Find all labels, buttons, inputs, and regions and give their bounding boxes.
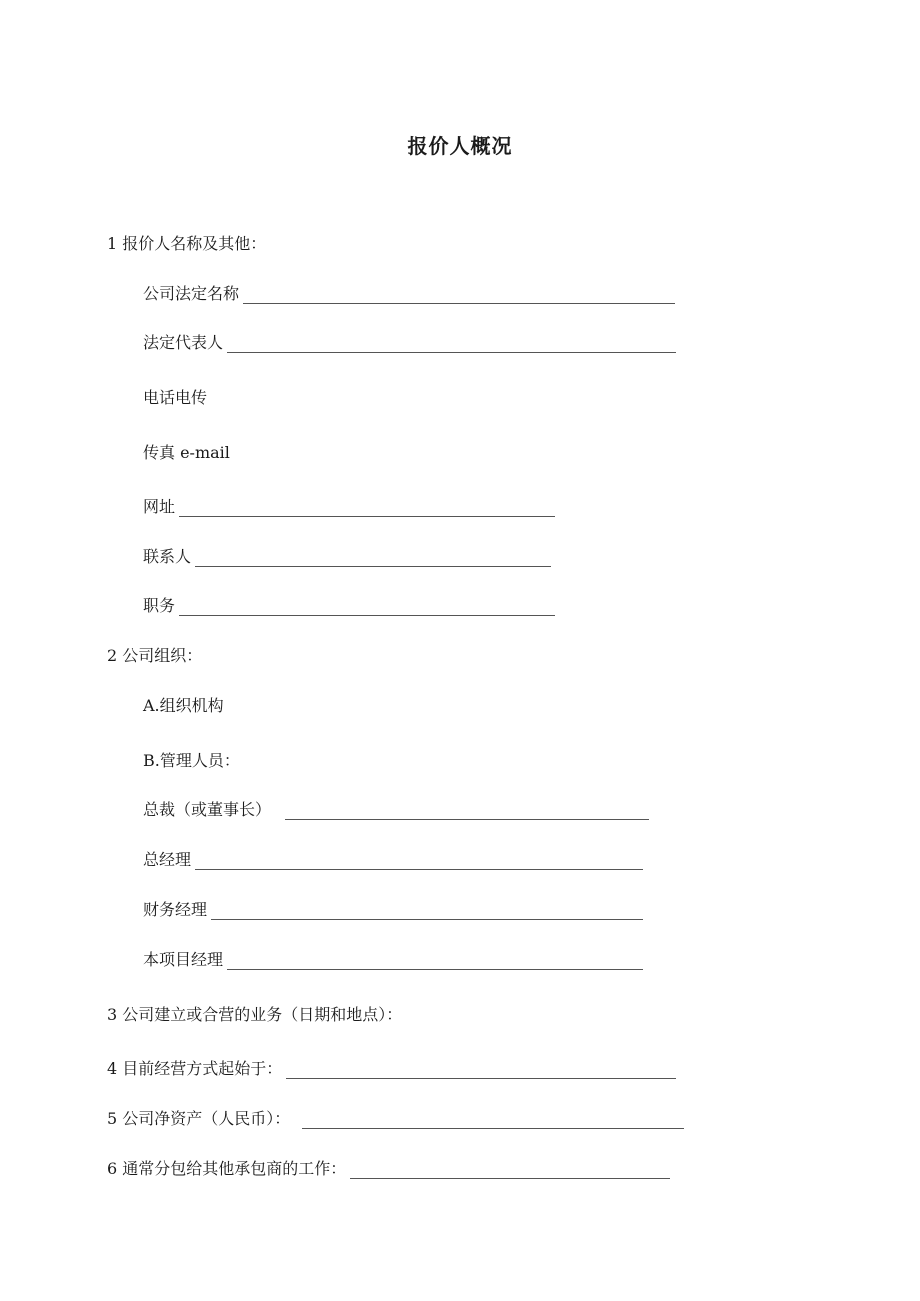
project-manager-row [143, 950, 643, 970]
contact-label: 联系人 [143, 547, 192, 566]
section-5-row [107, 1109, 684, 1129]
management-row [143, 751, 240, 771]
phone-telex-label: 电话电传 [143, 388, 208, 407]
section-6-heading-text: 6 通常分包给其他承包商的工作： [107, 1159, 347, 1178]
president-field[interactable] [285, 805, 649, 820]
position-label: 职务 [143, 596, 176, 615]
president-row [143, 800, 649, 820]
section-4-row [107, 1059, 676, 1079]
general-manager-row [143, 850, 643, 870]
fax-email-label: 传真 e-mail [143, 443, 230, 462]
company-name-field[interactable] [243, 289, 675, 304]
general-manager-label: 总经理 [143, 850, 192, 869]
contact-field[interactable] [195, 552, 551, 567]
section-1-heading [107, 234, 266, 254]
management-label: B.管理人员： [143, 751, 240, 770]
website-row [143, 497, 555, 517]
position-field[interactable] [179, 601, 555, 616]
org-structure-label: A.组织机构 [143, 696, 224, 715]
page-title: 报价人概况 [407, 134, 513, 158]
org-structure-row [143, 696, 224, 716]
section-4-field[interactable] [286, 1064, 676, 1079]
position-row [143, 596, 555, 616]
legal-rep-field[interactable] [227, 338, 676, 353]
company-name-label: 公司法定名称 [143, 284, 240, 303]
section-6-row [107, 1159, 670, 1179]
phone-telex-row [143, 388, 207, 408]
section-5-field[interactable] [302, 1114, 684, 1129]
company-name-row [143, 284, 675, 304]
section-1-heading-text: 1 报价人名称及其他： [107, 234, 267, 253]
section-4-heading-text: 4 目前经营方式起始于： [107, 1059, 283, 1078]
website-field[interactable] [179, 502, 555, 517]
legal-rep-row [143, 333, 676, 353]
section-2-heading [107, 646, 202, 666]
section-3-row [107, 1005, 402, 1025]
contact-row [143, 547, 551, 567]
legal-rep-label: 法定代表人 [143, 333, 224, 352]
section-2-heading-text: 2 公司组织： [107, 646, 203, 665]
finance-manager-field[interactable] [211, 905, 643, 920]
project-manager-field[interactable] [227, 955, 643, 970]
finance-manager-label: 财务经理 [143, 900, 208, 919]
section-3-heading-text: 3 公司建立或合营的业务（日期和地点）： [107, 1005, 403, 1024]
president-label: 总裁（或董事长） [143, 800, 272, 819]
project-manager-label: 本项目经理 [143, 950, 224, 969]
website-label: 网址 [143, 497, 176, 516]
finance-manager-row [143, 900, 643, 920]
fax-email-row [143, 443, 230, 463]
section-5-heading-text: 5 公司净资产（人民币）： [107, 1109, 291, 1128]
section-6-field[interactable] [350, 1164, 670, 1179]
general-manager-field[interactable] [195, 855, 643, 870]
